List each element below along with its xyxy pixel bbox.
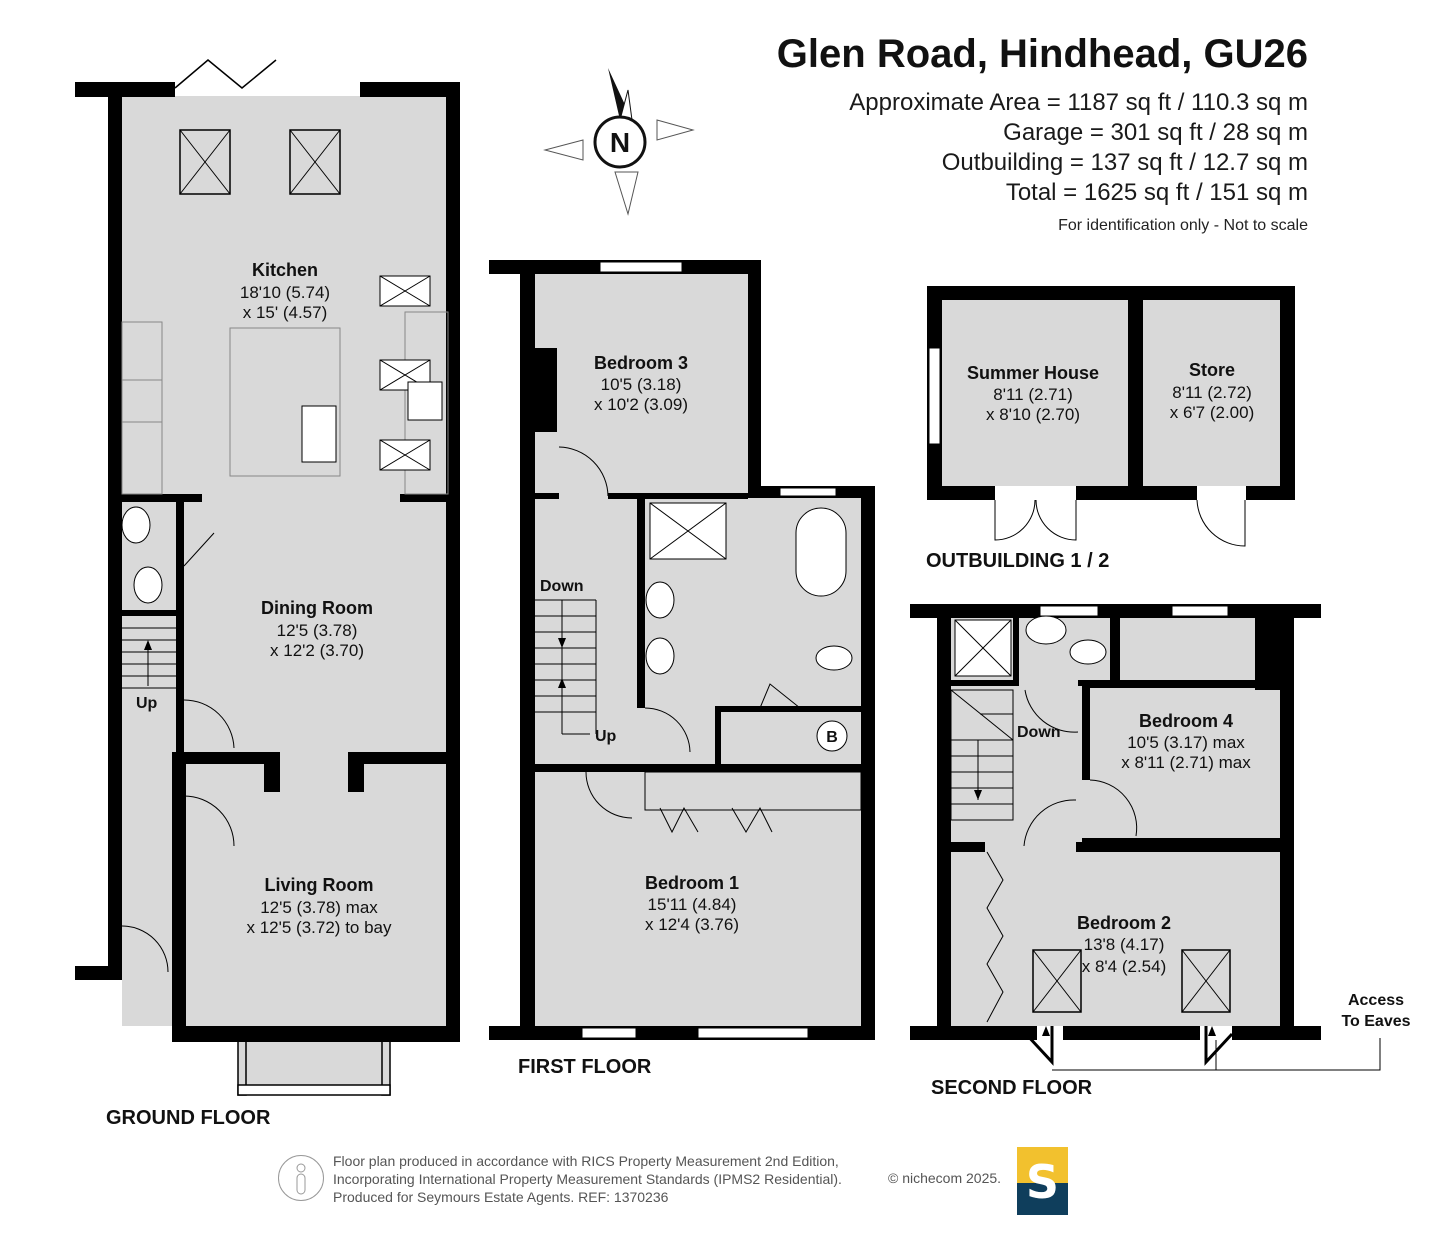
summer-house-dim-2: x 8'10 (2.70) [986, 405, 1080, 424]
living-room-dim-2: x 12'5 (3.72) to bay [246, 918, 392, 937]
copyright-text: © nichecom 2025. [888, 1170, 1002, 1186]
living-room-name: Living Room [264, 875, 374, 895]
bedroom-1-dim-2: x 12'4 (3.76) [645, 915, 739, 934]
compass-label: N [609, 127, 631, 158]
kitchen-name: Kitchen [251, 260, 319, 280]
disclaimer-note: For identification only - Not to scale [1058, 217, 1308, 234]
up-label-ground: Up [136, 695, 158, 712]
ground-floor-plan [75, 60, 460, 1095]
store-dim-2: x 6'7 (2.00) [1169, 403, 1255, 422]
person-icon [278, 1155, 324, 1201]
footer-line-3: Produced for Seymours Estate Agents. REF: 1370236 [333, 1189, 669, 1205]
second-floor-label: SECOND FLOOR [931, 1077, 1093, 1099]
bedroom-4-name: Bedroom 4 [1138, 711, 1234, 731]
footer-line-1: Floor plan produced in accordance with RICS Property Measurement 2nd Edition, [333, 1153, 839, 1169]
bedroom-2-dim-1: 13'8 (4.17) [1083, 935, 1165, 954]
dining-room-name: Dining Room [261, 598, 373, 618]
outbuilding-area: Outbuilding = 137 sq ft / 12.7 sq m [941, 149, 1308, 176]
store-dim-1: 8'11 (2.72) [1172, 383, 1252, 402]
down-label-first: Down [540, 578, 584, 595]
garage-area: Garage = 301 sq ft / 28 sq m [1003, 119, 1308, 146]
down-label-second: Down [1017, 724, 1061, 741]
boiler-label: B [826, 729, 838, 746]
dining-room-dim-1: 12'5 (3.78) [276, 621, 358, 640]
brand-logo-letter: S [1025, 1155, 1060, 1209]
access-label-line-1: Access [1347, 992, 1405, 1009]
bedroom-2-name: Bedroom 2 [1076, 913, 1172, 933]
bedroom-3-dim-1: 10'5 (3.18) [600, 375, 682, 394]
bedroom-3-name: Bedroom 3 [593, 353, 689, 373]
up-label-first: Up [595, 728, 617, 745]
ground-floor-label: GROUND FLOOR [106, 1107, 271, 1129]
brand-logo [1017, 1147, 1068, 1215]
approximate-area: Approximate Area = 1187 sq ft / 110.3 sq m [849, 89, 1308, 116]
second-floor-plan [910, 604, 1380, 1070]
kitchen-dim-1: 18'10 (5.74) [239, 283, 331, 302]
living-room-dim-1: 12'5 (3.78) max [260, 898, 378, 917]
footer-text [333, 1152, 842, 1206]
bedroom-1-dim-1: 15'11 (4.84) [647, 895, 737, 914]
store-name: Store [1188, 360, 1236, 380]
bedroom-2-dim-2: x 8'4 (2.54) [1081, 957, 1167, 976]
kitchen-dim-2: x 15' (4.57) [242, 303, 328, 322]
bedroom-1-name: Bedroom 1 [644, 873, 740, 893]
dining-room-dim-2: x 12'2 (3.70) [270, 641, 364, 660]
first-floor-label: FIRST FLOOR [518, 1056, 652, 1078]
access-label-line-2: To Eaves [1341, 1013, 1411, 1030]
total-area: Total = 1625 sq ft / 151 sq m [1005, 179, 1308, 206]
compass-icon [545, 68, 693, 214]
footer-line-2: Incorporating International Property Measurement Standards (IPMS2 Residential). [333, 1171, 842, 1187]
bedroom-3-dim-2: x 10'2 (3.09) [594, 395, 688, 414]
bedroom-4-dim-2: x 8'11 (2.71) max [1121, 753, 1251, 772]
summer-house-dim-1: 8'11 (2.71) [993, 385, 1073, 404]
page-title: Glen Road, Hindhead, GU26 [776, 32, 1308, 76]
outbuilding-label: OUTBUILDING 1 / 2 [926, 550, 1110, 572]
summer-house-name: Summer House [966, 363, 1100, 383]
bedroom-4-dim-1: 10'5 (3.17) max [1127, 733, 1245, 752]
